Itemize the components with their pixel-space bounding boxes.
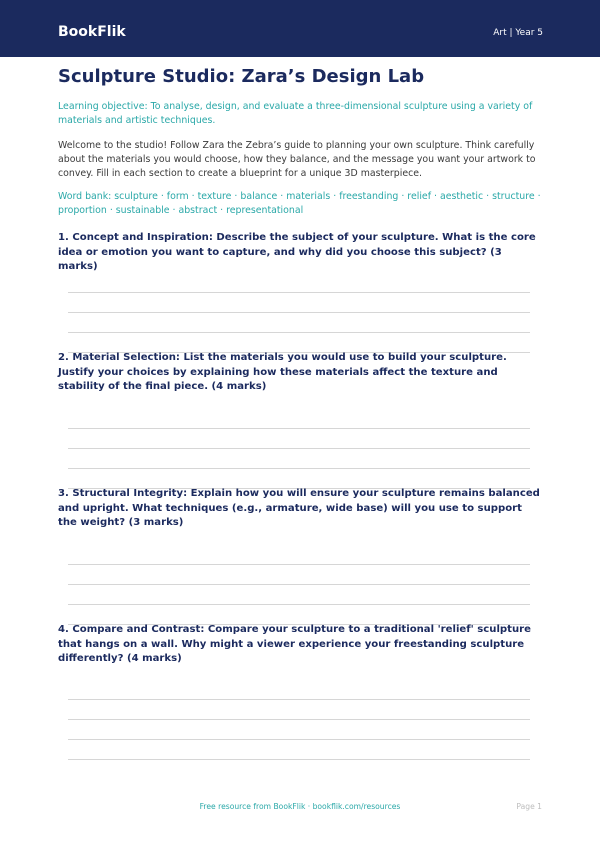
answer-line[interactable]: [68, 468, 530, 469]
page-number: Page 1: [516, 802, 542, 811]
subject-year-label: Art | Year 5: [493, 28, 543, 38]
intro-section: [58, 66, 542, 218]
answer-line[interactable]: [68, 292, 530, 293]
answer-line[interactable]: [68, 699, 530, 700]
answer-line[interactable]: [68, 448, 530, 449]
question-1: [58, 231, 542, 275]
learning-objective: Learning objective: To analyse, design, and evaluate a three-dimensional sculpture using a variety of materials and artistic techniques.: [58, 101, 533, 126]
intro-paragraph: Welcome to the studio! Follow Zara the Zebra’s guide to planning your own sculpture. Think carefully about the materials you would choose, how they balance, and the message you want your artwork to convey. Fill in each section to create a blueprint for a unique 3D masterpiece.: [58, 140, 536, 179]
header-bar: [0, 0, 600, 57]
page-title: Sculpture Studio: Zara’s Design Lab: [58, 66, 425, 87]
brand-logo-text: BookFlik: [58, 24, 126, 40]
answer-line[interactable]: [68, 564, 530, 565]
question-3: [58, 487, 542, 531]
word-bank: Word bank: sculpture · form · texture · balance · materials · freestanding · relief · aesthetic · structure · proportion · sustainable · abstract · representational: [58, 191, 541, 216]
answer-line[interactable]: [68, 584, 530, 585]
answer-line[interactable]: [68, 312, 530, 313]
question-3-text: 3. Structural Integrity: Explain how you will ensure your sculpture remains balanced and upright. What techniques (e.g., armature, wide base) will you use to support the weight? (3 marks): [58, 488, 540, 528]
footer-credit: Free resource from BookFlik · bookflik.com/resources: [199, 802, 401, 811]
answer-line[interactable]: [68, 719, 530, 720]
question-2-text: 2. Material Selection: List the materials you would use to build your sculpture. Justify your choices by explaining how these materials affect the texture and stability of the final piece. (4 marks): [58, 352, 507, 392]
answer-line[interactable]: [68, 759, 530, 760]
question-1-text: 1. Concept and Inspiration: Describe the subject of your sculpture. What is the core idea or emotion you want to capture, and why did you choose this subject? (3 marks): [58, 232, 536, 272]
question-4: [58, 623, 542, 667]
question-2: [58, 351, 542, 395]
answer-line[interactable]: [68, 604, 530, 605]
answer-line[interactable]: [68, 332, 530, 333]
answer-line[interactable]: [68, 428, 530, 429]
question-4-text: 4. Compare and Contrast: Compare your sculpture to a traditional 'relief' sculpture that hangs on a wall. Why might a viewer experience your freestanding sculpture differently? (4 marks): [58, 624, 531, 664]
answer-line[interactable]: [68, 739, 530, 740]
